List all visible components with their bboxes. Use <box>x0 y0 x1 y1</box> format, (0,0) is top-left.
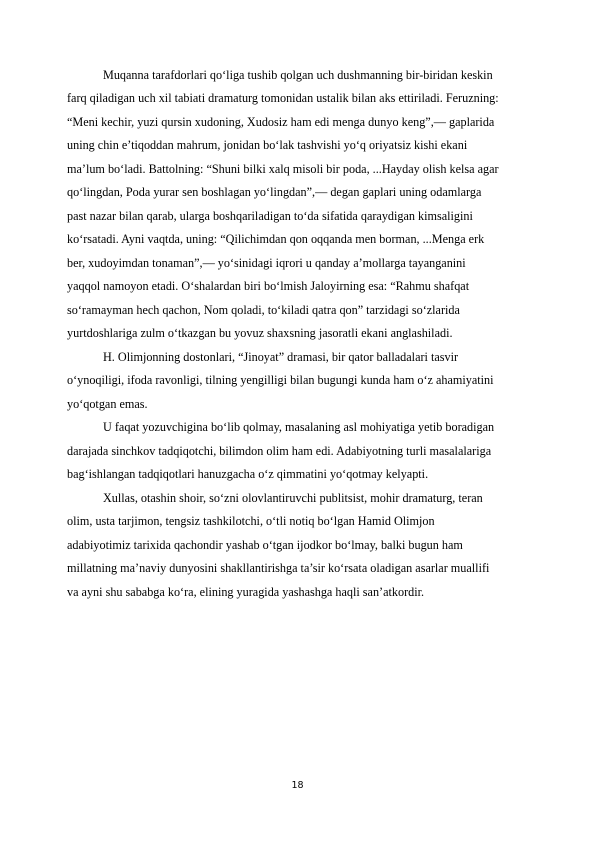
text-line: yaqqol namoyon etadi. O‘shalardan biri bo‘lmish Jaloyirning esa: “Rahmu shafqat <box>67 279 470 293</box>
text-line: bag‘ishlangan tadqiqotlari hanuzgacha o‘z qimmatini yo‘qotmay kelyapti. <box>67 467 429 481</box>
text-line: so‘ramayman hech qachon, Nom qoladi, to‘kiladi qatra qon” tarzidagi so‘zlarida <box>67 303 460 317</box>
text-line: ber, xudoyimdan tonaman”,— yo‘sinidagi iqrori u qanday a’mollarga tayanganini <box>67 256 466 270</box>
text-line: “Meni kechir, yuzi qursin xudoning, Xudosiz ham edi menga dunyo keng”,— gaplarida <box>67 115 495 129</box>
text-line: Muqanna tarafdorlari qo‘liga tushib qolgan uch dushmanning bir-biridan keskin <box>103 68 493 82</box>
text-line: H. Olimjonning dostonlari, “Jinoyat” dramasi, bir qator balladalari tasvir <box>103 350 459 364</box>
text-line: o‘ynoqiligi, ifoda ravonligi, tilning yengilligi bilan bugungi kunda ham o‘z ahamiyatini <box>67 373 494 387</box>
text-line: darajada sinchkov tadqiqotchi, bilimdon olim ham edi. Adabiyotning turli masalalariga <box>67 444 492 458</box>
text-line: uning chin e’tiqoddan mahrum, jonidan bo‘lak tashvishi yo‘q oriyatsiz kishi ekani <box>67 138 468 152</box>
page-number: 18 <box>291 780 304 791</box>
text-line: U faqat yozuvchigina bo‘lib qolmay, masalaning asl mohiyatiga yetib boradigan <box>103 420 495 434</box>
text-line: yurtdoshlariga zulm o‘tkazgan bu yovuz shaxsning jasoratli ekani anglashiladi. <box>67 326 453 340</box>
text-line: millatning ma’naviy dunyosini shakllantirishga ta’sir ko‘rsata oladigan asarlar muallifi <box>67 561 490 575</box>
text-line: ko‘rsatadi. Ayni vaqtda, uning: “Qilichimdan qon oqqanda men borman, ...Menga erk <box>67 232 485 246</box>
text-line: adabiyotimiz tarixida qachondir yashab o‘tgan ijodkor bo‘lmay, balki bugun ham <box>67 538 463 552</box>
text-line: ma’lum bo‘ladi. Battolning: “Shuni bilki xalq misoli bir poda, ...Hayday olish kelsa agar <box>67 162 499 176</box>
text-line: Xullas, otashin shoir, so‘zni olovlantiruvchi publitsist, mohir dramaturg, teran <box>103 491 483 505</box>
text-line: va ayni shu sababga ko‘ra, elining yuragida yashashga haqli san’atkordir. <box>67 585 425 599</box>
text-line: past nazar bilan qarab, ularga boshqariladigan to‘da sifatida qaraydigan kimsaligini <box>67 209 473 223</box>
text-line: olim, usta tarjimon, tengsiz tashkilotchi, o‘tli notiq bo‘lgan Hamid Olimjon <box>67 514 435 528</box>
text-line: yo‘qotgan emas. <box>67 397 148 411</box>
text-line: qo‘lingdan, Poda yurar sen boshlagan yo‘lingdan”,— degan gaplari uning odamlarga <box>67 185 482 199</box>
text-line: farq qiladigan uch xil tabiati dramaturg tomonidan ustalik bilan aks ettiriladi. Feruzning: <box>67 91 499 105</box>
